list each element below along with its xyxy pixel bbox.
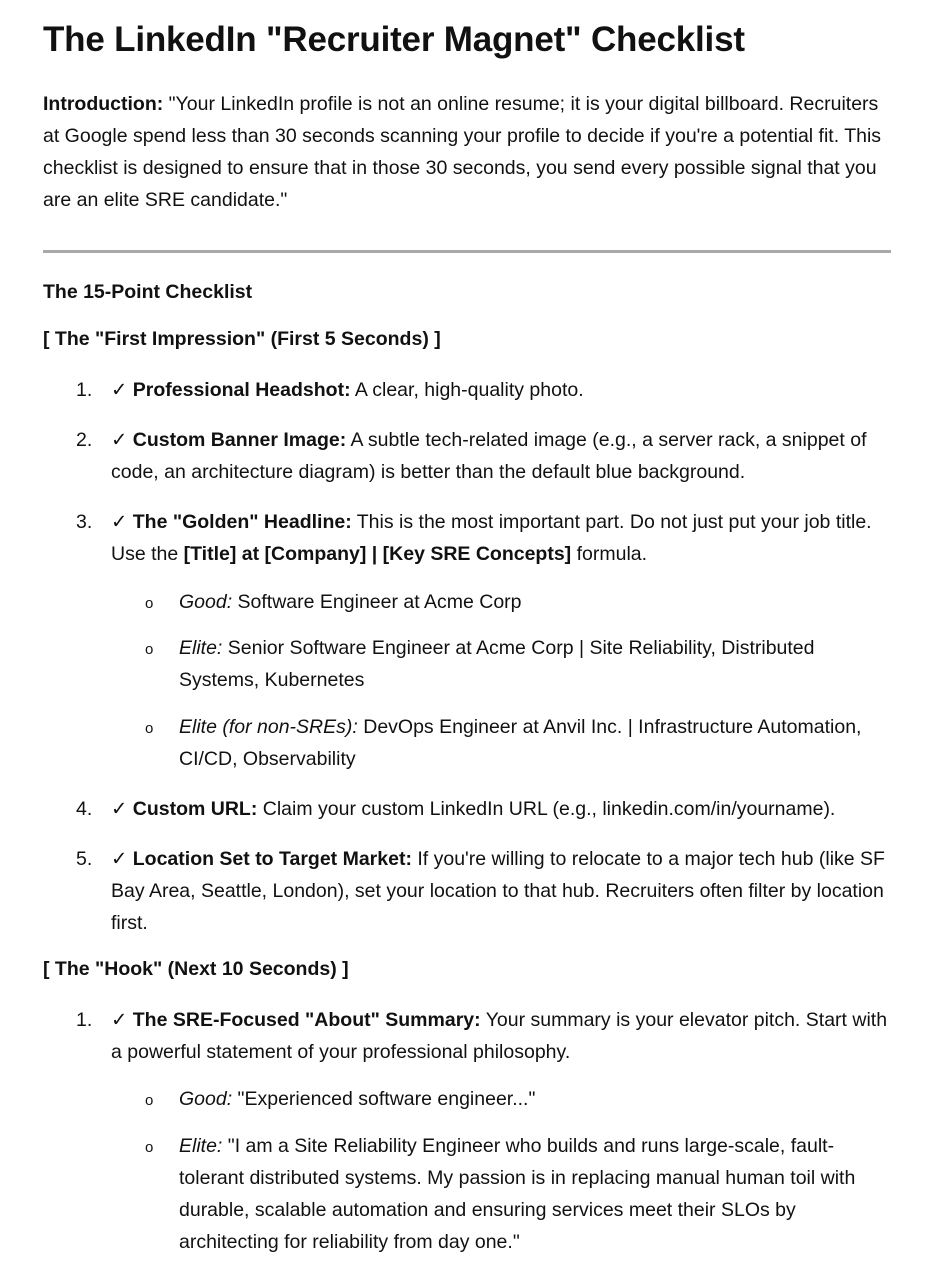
item-label: Custom URL: [132,798,258,820]
section-heading-hook: [ The "Hook" (Next 10 Seconds) ] [43,958,349,980]
item-text: A subtle tech-related image (e.g., a server rack, a snippet of code, an architecture diagram) is better than the default blue background. [111,429,867,483]
intro-label: Introduction: [43,93,164,115]
circle-bullet-icon: o [145,720,154,737]
example-text: Senior Software Engineer at Acme Corp | Site Reliability, Distributed Systems, Kubernetes [179,637,815,691]
check-icon: ✓ [111,511,128,533]
circle-bullet-icon: o [145,641,154,658]
example-label: Good: [179,591,233,613]
item-number: 4. [76,798,93,820]
check-icon: ✓ [111,798,128,820]
circle-bullet-icon: o [145,1139,154,1156]
checklist-heading: The 15-Point Checklist [43,281,253,303]
check-icon: ✓ [111,429,128,451]
item-text: Your summary is your elevator pitch. Start with a powerful statement of your professional philosophy. [111,1009,888,1063]
example-label: Elite (for non-SREs): [179,716,358,738]
example-label: Good: [179,1088,233,1110]
item-label: Location Set to Target Market: [132,848,412,870]
item-text: A clear, high-quality photo. [350,379,584,401]
item-number: 3. [76,511,93,533]
intro-text: "Your LinkedIn profile is not an online resume; it is your digital billboard. Recruiters at Google spend less than 30 seconds scanning your profile to decide if you're a potential fit. This checklist is designed to ensure that in those 30 seconds, you send every possible signal that you are an elite SRE candidate." [43,93,882,211]
example-label: Elite: [179,1135,223,1157]
item-text: This is the most important part. Do not just put your job title. Use the [111,511,872,565]
check-icon: ✓ [111,1009,128,1031]
circle-bullet-icon: o [145,595,154,612]
page-title: The LinkedIn "Recruiter Magnet" Checklist [43,20,745,59]
introduction-paragraph [43,88,898,216]
item-label: The "Golden" Headline: [132,511,352,533]
circle-bullet-icon: o [145,1092,154,1109]
horizontal-divider [43,250,891,253]
item-text: Claim your custom LinkedIn URL (e.g., linkedin.com/in/yourname). [257,798,836,820]
example-label: Elite: [179,637,223,659]
item-text-after: formula. [571,543,648,565]
check-icon: ✓ [111,848,128,870]
check-icon: ✓ [111,379,128,401]
example-text: "I am a Site Reliability Engineer who builds and runs large-scale, fault-tolerant distributed systems. My passion is in replacing manual human toil with durable, scalable automation and ensuring services meet their SLOs by architecting for reliability from day one." [179,1135,856,1253]
example-text: "Experienced software engineer..." [232,1088,536,1110]
item-number: 2. [76,429,93,451]
section-heading-first-impression: [ The "First Impression" (First 5 Seconds) ] [43,328,441,350]
item-number: 1. [76,379,93,401]
item-number: 1. [76,1009,93,1031]
item-number: 5. [76,848,93,870]
item-label: Custom Banner Image: [132,429,347,451]
item-label: Professional Headshot: [132,379,351,401]
item-label: The SRE-Focused "About" Summary: [132,1009,481,1031]
example-text: DevOps Engineer at Anvil Inc. | Infrastructure Automation, CI/CD, Observability [179,716,862,770]
example-text: Software Engineer at Acme Corp [232,591,522,613]
headline-formula: [Title] at [Company] | [Key SRE Concepts] [183,543,572,565]
item-text: If you're willing to relocate to a major tech hub (like SF Bay Area, Seattle, London), set your location to that hub. Recruiters often filter by location first. [111,848,885,934]
